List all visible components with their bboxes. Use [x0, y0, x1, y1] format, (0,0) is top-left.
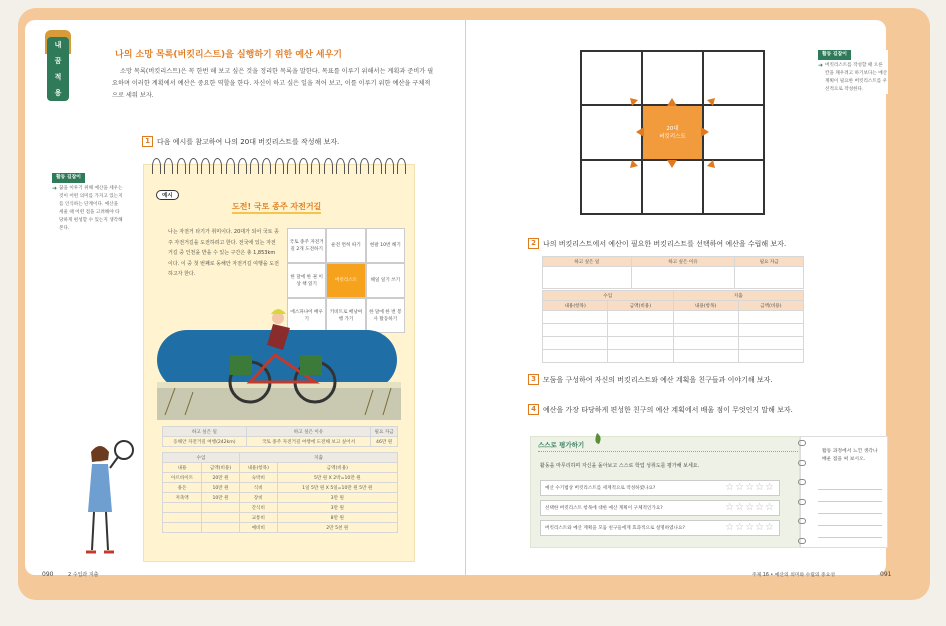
- cell: [202, 523, 240, 533]
- left-chapter: 2 수입과 지출: [68, 572, 99, 578]
- badge-char: 용: [54, 89, 62, 97]
- input-cell[interactable]: [673, 350, 738, 363]
- right-page-number: 091: [880, 571, 892, 578]
- th-todo: 하고 싶은 일: [543, 257, 632, 267]
- badge-char: 적: [54, 73, 62, 81]
- activity-badge: [47, 37, 69, 101]
- example-label: 예시: [156, 190, 179, 200]
- col-head: 내용(항목): [239, 463, 277, 473]
- cell: 예비비: [239, 523, 277, 533]
- example-table-2: [162, 452, 398, 533]
- section-title: 나의 소망 목록(버킷리스트)을 실행하기 위한 예산 세우기: [115, 50, 342, 60]
- question-4: [528, 404, 793, 415]
- th-expense: 지출: [673, 291, 804, 301]
- grid-cell: 해일 일기 쓰기: [366, 263, 405, 298]
- cyclist-illustration: [155, 300, 405, 425]
- arrow-circle-icon: ➜: [818, 62, 824, 69]
- girl-magnifier-illustration: [78, 432, 138, 562]
- input-cell[interactable]: [631, 267, 735, 289]
- cell: 1일 5만 원 X 5일=10만 원 5만 원: [277, 483, 397, 493]
- cell: 용돈: [163, 483, 202, 493]
- self-eval-intro: 활동을 마무리하며 자신을 돌아보고 스스로 학업 성취도를 평가해 보세요.: [540, 463, 700, 469]
- col-head: 금액(비용): [277, 463, 397, 473]
- cell: 5만 원 X 2박=10만 원: [277, 473, 397, 483]
- input-cell[interactable]: [608, 337, 673, 350]
- input-cell[interactable]: [738, 311, 803, 324]
- question-text: 예산을 가장 타당하게 편성한 친구의 예산 계획에서 배울 점이 무엇인지 말해 보자.: [543, 405, 793, 414]
- eval-divider: [538, 451, 798, 452]
- td-funds: 46만 원: [371, 437, 398, 447]
- cell: 장비: [239, 493, 277, 503]
- input-cell[interactable]: [738, 324, 803, 337]
- th-expense: 지출: [239, 453, 397, 463]
- grid-cell: 운전 면허 따기: [326, 228, 365, 263]
- eval-row-3: [540, 520, 780, 536]
- guide-text: 버킷리스트를 작성할 때 오른 칸을 채우려고 하기보다는 예산 계획이 필요한 버킷리스트를 우선적으로 작성한다.: [825, 63, 888, 92]
- badge-char: 내: [54, 41, 62, 49]
- col-head: 내용(항목): [673, 301, 738, 311]
- col-head: 금액(비용): [738, 301, 803, 311]
- grid-cell: 국토 종주 자전거길 2개 도전하기: [287, 228, 326, 263]
- input-cell[interactable]: [673, 311, 738, 324]
- grid-cell: 키비트로 배낭여행 가기: [326, 298, 365, 333]
- input-cell[interactable]: [543, 337, 608, 350]
- col-head: 금액(비용): [202, 463, 240, 473]
- cell: 식비: [239, 483, 277, 493]
- th-income: 수입: [163, 453, 240, 463]
- cell: 숙박비: [239, 473, 277, 483]
- cell: [202, 503, 240, 513]
- input-cell[interactable]: [543, 311, 608, 324]
- cell: 3만 원: [277, 503, 397, 513]
- arrow-circle-icon: ➜: [52, 185, 58, 192]
- leaf-icon: [590, 432, 604, 446]
- eval-text: 예산 수기법상 버킷리스트를 세계적으로 작성하였나요?: [545, 486, 656, 491]
- input-cell[interactable]: [738, 337, 803, 350]
- intro-text: 소망 목록(버킷리스트)은 꼭 한번 해 보고 싶은 것을 정리한 목록을 말한다. 목표를 이루기 위해서는 계획과 준비가 필요하며 이러한 계획에서 예산은 중요한 역할을 한다. 자신이 하고 싶은 일을 적어 보고, 이를 이루기 위한 예산을 구체적으로 세워 보자.: [112, 68, 434, 99]
- question-1: [142, 136, 339, 147]
- question-number: 4: [528, 404, 539, 415]
- cell: 아르바이트: [163, 473, 202, 483]
- right-footer-topic: 주제 16 • 예산의 의미와 수립의 중요성: [752, 573, 835, 578]
- cell: [163, 513, 202, 523]
- td-todo: 동해안 자전거길 여행(242km): [163, 437, 247, 447]
- th-reason: 하고 싶은 이유: [246, 427, 370, 437]
- budget-table-1: [542, 256, 804, 289]
- grid-center-cell: 버킷리스트: [326, 263, 365, 298]
- grid-cell: 한 달에 한 권 이상 책 읽기: [287, 263, 326, 298]
- grid-cell: 현팔 10번 해기: [366, 228, 405, 263]
- question-text: 나의 버킷리스트에서 예산이 필요한 버킷리스트를 선택하여 예산을 수립해 보자.: [543, 239, 787, 248]
- question-number: 1: [142, 136, 153, 147]
- spiral-binding: [152, 158, 406, 176]
- input-cell[interactable]: [673, 337, 738, 350]
- question-text: 다음 예시를 참고하여 나의 20대 버킷리스트를 작성해 보자.: [157, 137, 340, 146]
- input-cell[interactable]: [608, 311, 673, 324]
- activity-guide-right: [818, 50, 888, 94]
- col-head: 금액(비용): [608, 301, 673, 311]
- cell: 3만 원: [277, 493, 397, 503]
- th-funds: 필요 자금: [735, 257, 804, 267]
- guide-heading: 활동 길잡이: [818, 50, 851, 60]
- input-cell[interactable]: [608, 324, 673, 337]
- grid-cell: 에스파냐어 배우기: [287, 298, 326, 333]
- th-income: 수입: [543, 291, 674, 301]
- eval-text: 선택한 버킷리스트 항목에 대한 예산 계획이 구체적인가요?: [545, 506, 663, 511]
- memo-rings: [798, 440, 806, 544]
- input-cell[interactable]: [738, 350, 803, 363]
- th-funds: 필요 자금: [371, 427, 398, 437]
- cell: [163, 503, 202, 513]
- cell: 8만 원: [277, 513, 397, 523]
- input-cell[interactable]: [543, 350, 608, 363]
- left-page-number: 090: [42, 571, 54, 578]
- grid-center-cell: 20대 버킷리스트: [642, 105, 703, 159]
- cell: 10만 원: [202, 483, 240, 493]
- cell: 2만 5천 원: [277, 523, 397, 533]
- eval-text: 버킷리스트와 예산 계획을 모둠 친구들에게 효과적으로 설명하였나요?: [545, 526, 685, 531]
- cell: [202, 513, 240, 523]
- star-rating[interactable]: ☆☆☆☆☆: [725, 502, 775, 513]
- memo-lines[interactable]: [818, 478, 882, 538]
- badge-char: 꿈: [54, 57, 62, 65]
- question-number: 3: [528, 374, 539, 385]
- question-text: 모둠을 구성하여 자신의 버킷리스트와 예산 계획을 친구들과 이야기해 보자.: [543, 375, 773, 384]
- guide-text: 꿈을 이루기 위해 예산을 세우는 것이 어떤 의미를 가지고 있는지를 인식하는 단계이다. 예산을 세울 때 어떤 점을 고려해야 타당하게 편성할 수 있는지 생각해 본다.: [59, 186, 123, 231]
- input-cell[interactable]: [543, 267, 632, 289]
- question-3: [528, 374, 773, 385]
- example-table-1: [162, 426, 398, 447]
- td-reason: 국토 종주 자전거길 여행에 도전해 보고 싶어서: [246, 437, 370, 447]
- cell: 10만 원: [202, 493, 240, 503]
- cell: [163, 523, 202, 533]
- star-rating[interactable]: ☆☆☆☆☆: [725, 522, 775, 533]
- input-cell[interactable]: [735, 267, 804, 289]
- budget-table-2: [542, 290, 804, 363]
- self-eval-title: 스스로 평가하기: [538, 441, 585, 449]
- eval-row-1: [540, 480, 780, 496]
- memo-prompt: 활동 과정에서 느낀 생각나 배운 점을 써 보시오.: [822, 449, 878, 462]
- arrow-icons: [580, 50, 765, 215]
- example-text: 나는 자전거 타기가 취미이다. 20대가 되어 국토 종주 자전거길을 도전하려고 한다. 전국에 있는 자전거길 중 인천을 반을 수 있는 구간은 총 1,853km이다. 이 중 첫 번째로 동해안 자전거길 여행을 도전하고자 한다.: [168, 229, 279, 277]
- input-cell[interactable]: [543, 324, 608, 337]
- cell: 20만 원: [202, 473, 240, 483]
- activity-guide-left: [52, 173, 124, 233]
- cell: 저축액: [163, 493, 202, 503]
- question-number: 2: [528, 238, 539, 249]
- cell: 교통비: [239, 513, 277, 523]
- eval-row-2: [540, 500, 780, 516]
- grid-cell: 한 달에 한 번 봉사 활동하기: [366, 298, 405, 333]
- cell: 간식비: [239, 503, 277, 513]
- col-head: 내용: [163, 463, 202, 473]
- example-title: 도전! 국토 종주 자전거길: [232, 201, 321, 214]
- th-todo: 하고 싶은 일: [163, 427, 247, 437]
- input-cell[interactable]: [608, 350, 673, 363]
- question-2: [528, 238, 786, 249]
- star-rating[interactable]: ☆☆☆☆☆: [725, 482, 775, 493]
- input-cell[interactable]: [673, 324, 738, 337]
- th-reason: 하고 싶은 이유: [631, 257, 735, 267]
- col-head: 내용(항목): [543, 301, 608, 311]
- guide-heading: 활동 길잡이: [52, 173, 85, 183]
